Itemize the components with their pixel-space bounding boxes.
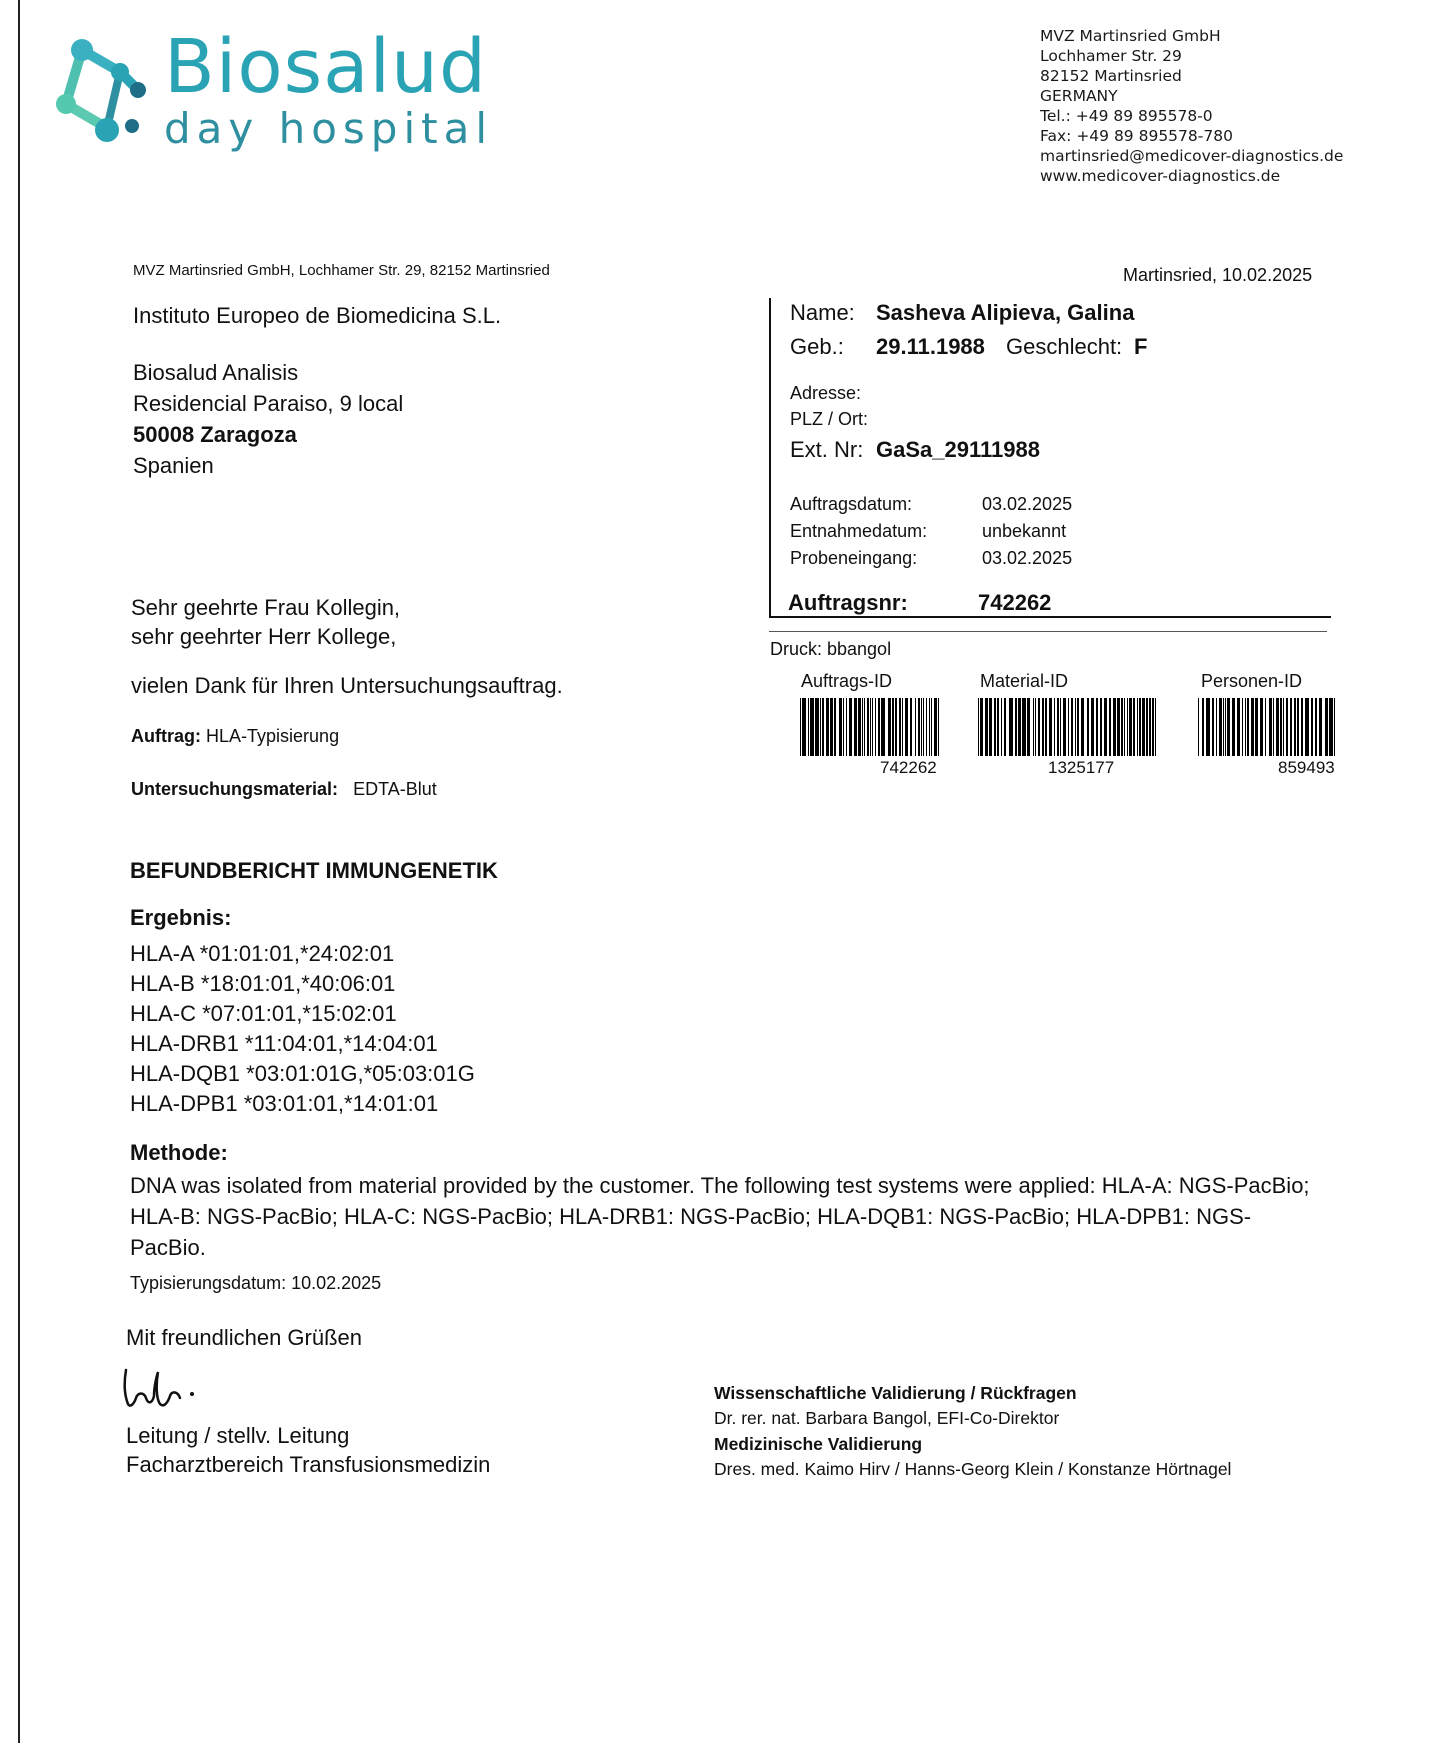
barcode-bar bbox=[921, 698, 922, 756]
biosalud-logo-icon bbox=[52, 30, 162, 150]
recipient-address bbox=[133, 300, 501, 481]
barcode-bar bbox=[1045, 698, 1047, 756]
barcode-bar bbox=[822, 698, 824, 756]
barcode-bar bbox=[1219, 698, 1222, 756]
order-date-label: Auftragsdatum: bbox=[790, 494, 913, 514]
thanks-line: vielen Dank für Ihren Untersuchungsauftrag. bbox=[131, 673, 563, 698]
barcode-bar bbox=[1255, 698, 1258, 756]
barcode-bar bbox=[1319, 698, 1322, 756]
medical-validators: Dres. med. Kaimo Hirv / Hanns-Georg Klein / Konstanze Hörtnagel bbox=[714, 1459, 1232, 1479]
barcode-number: 859493 bbox=[1278, 758, 1335, 777]
order-value: HLA-Typisierung bbox=[206, 726, 340, 746]
barcode-bar bbox=[938, 698, 939, 756]
barcode-bar bbox=[867, 698, 869, 756]
barcode-bar bbox=[1227, 698, 1230, 756]
barcode-bar bbox=[878, 698, 880, 756]
barcode-bar bbox=[1100, 698, 1102, 756]
recipient-name: Biosalud Analisis bbox=[133, 360, 299, 385]
letter-date: Martinsried, 10.02.2025 bbox=[1123, 265, 1313, 285]
barcode-bar bbox=[1329, 698, 1333, 756]
barcode-bar bbox=[1081, 698, 1084, 756]
logo-subtitle: day hospital bbox=[164, 104, 494, 153]
order-label: Auftrag: bbox=[131, 726, 201, 746]
barcode-bar bbox=[1315, 698, 1317, 756]
barcode-bar bbox=[1075, 698, 1076, 756]
barcode-bar bbox=[1152, 698, 1154, 756]
barcode-bar bbox=[1137, 698, 1138, 756]
order-id-barcode bbox=[800, 698, 942, 756]
barcode-bar bbox=[915, 698, 916, 756]
lab-address bbox=[1040, 26, 1343, 186]
barcode-bar bbox=[1077, 698, 1079, 756]
barcode-bar bbox=[899, 698, 901, 756]
lab-address-line: 82152 Martinsried bbox=[1040, 67, 1182, 85]
barcode-bar bbox=[997, 698, 999, 756]
order-number-label: Auftragsnr: bbox=[788, 590, 908, 615]
barcode-number: 1325177 bbox=[1048, 758, 1115, 777]
barcode-bar bbox=[892, 698, 894, 756]
barcode-bar bbox=[870, 698, 871, 756]
barcode-bar bbox=[1117, 698, 1120, 756]
sample-date-label: Entnahmedatum: bbox=[790, 521, 928, 541]
barcode-bar bbox=[978, 698, 979, 756]
barcode-bar bbox=[1087, 698, 1089, 756]
signer-department: Facharztbereich Transfusionsmedizin bbox=[126, 1452, 491, 1477]
barcode-bar bbox=[881, 698, 885, 756]
barcode-bar bbox=[1038, 698, 1040, 756]
barcode-bar bbox=[1022, 698, 1026, 756]
barcode-bar bbox=[902, 698, 903, 756]
barcode-bar bbox=[1071, 698, 1073, 756]
patient-dob-label: Geb.: bbox=[790, 334, 844, 359]
hla-result: HLA-DQB1 *03:01:01G,*05:03:01G bbox=[130, 1061, 475, 1086]
barcode-bar bbox=[989, 698, 992, 756]
barcode-bar bbox=[849, 698, 852, 756]
barcode-bar bbox=[846, 698, 847, 756]
patient-address-label: Adresse: bbox=[790, 383, 862, 403]
material-label: Untersuchungsmaterial: bbox=[131, 779, 339, 799]
barcode-bar bbox=[1027, 698, 1030, 756]
barcode-bar bbox=[1294, 698, 1296, 756]
barcode-bar bbox=[1202, 698, 1204, 756]
barcode-bar bbox=[1305, 698, 1309, 756]
barcode-bar bbox=[1146, 698, 1148, 756]
report-title: BEFUNDBERICHT IMMUNGENETIK bbox=[130, 858, 498, 883]
lab-phone: Tel.: +49 89 895578-0 bbox=[1040, 107, 1213, 125]
material-value: EDTA-Blut bbox=[353, 779, 437, 799]
barcode-bar bbox=[1049, 698, 1052, 756]
barcode-bar bbox=[800, 698, 801, 756]
barcode-bar bbox=[862, 698, 863, 756]
barcode-bar bbox=[1280, 698, 1282, 756]
patient-name-label: Name: bbox=[790, 300, 855, 325]
sample-date: unbekannt bbox=[982, 521, 1067, 541]
order-number: 742262 bbox=[978, 590, 1052, 615]
person-id-barcode bbox=[1198, 698, 1338, 756]
barcode-bar bbox=[1035, 698, 1036, 756]
barcode-bar bbox=[1232, 698, 1235, 756]
barcode-bar bbox=[1273, 698, 1274, 756]
barcode-bar bbox=[1311, 698, 1313, 756]
order-date: 03.02.2025 bbox=[982, 494, 1073, 514]
lab-address-line: Lochhamer Str. 29 bbox=[1040, 47, 1182, 65]
medical-validation-label: Medizinische Validierung bbox=[714, 1434, 923, 1454]
barcode-bar bbox=[820, 698, 821, 756]
barcode-bar bbox=[1091, 698, 1094, 756]
barcode-bar bbox=[815, 698, 819, 756]
barcode-label: Material-ID bbox=[980, 671, 1069, 691]
barcode-bar bbox=[980, 698, 983, 756]
barcode-bar bbox=[1113, 698, 1116, 756]
lab-website: www.medicover-diagnostics.de bbox=[1040, 167, 1281, 185]
barcode-bar bbox=[1334, 698, 1335, 756]
barcode-bar bbox=[888, 698, 891, 756]
barcode-bar bbox=[1223, 698, 1224, 756]
print-by: Druck: bbangol bbox=[770, 639, 892, 659]
barcode-bar bbox=[826, 698, 829, 756]
recipient-country: Spanien bbox=[133, 453, 214, 478]
barcode-bar bbox=[1018, 698, 1021, 756]
barcode-bar bbox=[1206, 698, 1210, 756]
barcode-bar bbox=[1301, 698, 1303, 756]
barcode-bar bbox=[1104, 698, 1107, 756]
greeting-line: sehr geehrter Herr Kollege, bbox=[131, 624, 397, 649]
barcode-bar bbox=[1127, 698, 1128, 756]
patient-dob: 29.11.1988 bbox=[876, 334, 985, 359]
barcode-bar bbox=[1155, 698, 1156, 756]
barcode-bar bbox=[1149, 698, 1151, 756]
barcode-bar bbox=[895, 698, 897, 756]
barcode-bar bbox=[875, 698, 876, 756]
barcode-bar bbox=[1121, 698, 1123, 756]
closing-regards: Mit freundlichen Grüßen bbox=[126, 1325, 362, 1350]
receipt-date: 03.02.2025 bbox=[982, 548, 1073, 568]
scientific-validation-label: Wissenschaftliche Validierung / Rückfragen bbox=[714, 1383, 1077, 1403]
lab-address-line: MVZ Martinsried GmbH bbox=[1040, 27, 1221, 45]
hla-result: HLA-DPB1 *03:01:01,*14:01:01 bbox=[130, 1091, 439, 1116]
barcode-bar bbox=[834, 698, 836, 756]
receipt-date-label: Probeneingang: bbox=[790, 548, 918, 568]
barcode-bar bbox=[1237, 698, 1240, 756]
barcode-bar bbox=[934, 698, 937, 756]
barcode-bar bbox=[1290, 698, 1292, 756]
barcode-bar bbox=[1251, 698, 1254, 756]
patient-ext-label: Ext. Nr: bbox=[790, 437, 864, 462]
barcode-label: Auftrags-ID bbox=[801, 671, 893, 691]
barcode-bar bbox=[1265, 698, 1266, 756]
barcode-bar bbox=[802, 698, 806, 756]
barcode-bar bbox=[905, 698, 908, 756]
recipient-street: Residencial Paraiso, 9 local bbox=[133, 391, 404, 416]
barcode-number: 742262 bbox=[880, 758, 937, 777]
method-label: Methode: bbox=[130, 1140, 228, 1165]
barcode-bar bbox=[918, 698, 920, 756]
barcode-bar bbox=[1068, 698, 1069, 756]
signature-image bbox=[120, 1358, 210, 1414]
barcode-bar bbox=[1063, 698, 1066, 756]
barcode-bar bbox=[1129, 698, 1132, 756]
lab-email: martinsried@medicover-diagnostics.de bbox=[1040, 147, 1344, 165]
barcode-bar bbox=[910, 698, 912, 756]
barcode-bar bbox=[858, 698, 861, 756]
barcode-bar bbox=[1015, 698, 1017, 756]
barcode-bar bbox=[985, 698, 988, 756]
typing-date: Typisierungsdatum: 10.02.2025 bbox=[130, 1273, 382, 1293]
barcode-bar bbox=[1297, 698, 1299, 756]
barcode-bar bbox=[864, 698, 865, 756]
barcode-bar bbox=[843, 698, 844, 756]
barcode-bar bbox=[929, 698, 930, 756]
patient-sex-label: Geschlecht: bbox=[1006, 334, 1123, 359]
hla-result: HLA-C *07:01:01,*15:02:01 bbox=[130, 1001, 397, 1026]
barcode-bar bbox=[1212, 698, 1214, 756]
barcode-bar bbox=[808, 698, 809, 756]
barcode-bar bbox=[1004, 698, 1006, 756]
barcode-bar bbox=[872, 698, 873, 756]
hla-result: HLA-B *18:01:01,*40:06:01 bbox=[130, 971, 396, 996]
barcode-bar bbox=[1042, 698, 1044, 756]
logo-title: Biosalud bbox=[164, 24, 487, 110]
lab-address-line: GERMANY bbox=[1040, 87, 1118, 105]
barcode-bar bbox=[1276, 698, 1279, 756]
result-label: Ergebnis: bbox=[130, 905, 232, 930]
barcode-bar bbox=[1054, 698, 1055, 756]
barcode-bar bbox=[1242, 698, 1243, 756]
barcode-bar bbox=[1198, 698, 1199, 756]
barcode-bar bbox=[1139, 698, 1141, 756]
barcode-bar bbox=[1009, 698, 1013, 756]
recipient-city: 50008 Zaragoza bbox=[133, 422, 297, 447]
signer-role: Leitung / stellv. Leitung bbox=[126, 1423, 350, 1448]
barcode-bar bbox=[830, 698, 833, 756]
barcode-bar bbox=[1124, 698, 1125, 756]
method-text: DNA was isolated from material provided by the customer. The following test systems were applied: HLA-A: NGS-PacBio; HLA-B: NGS-PacBio; HLA-C: NGS-PacBio; HLA-DRB1: NGS-PacBio; HLA-DQB1: NGS-PacBio; HLA-DPB1: NGS-PacBio. bbox=[130, 1173, 1310, 1260]
barcode-bar bbox=[1286, 698, 1288, 756]
barcode-bar bbox=[1142, 698, 1145, 756]
barcode-bar bbox=[931, 698, 932, 756]
material-id-barcode bbox=[978, 698, 1158, 756]
hla-result: HLA-A *01:01:01,*24:02:01 bbox=[130, 941, 395, 966]
barcode-bar bbox=[810, 698, 814, 756]
barcode-bar bbox=[1109, 698, 1111, 756]
barcode-bar bbox=[1325, 698, 1328, 756]
lab-fax: Fax: +49 89 895578-780 bbox=[1040, 127, 1233, 145]
greeting-line: Sehr geehrte Frau Kollegin, bbox=[131, 595, 401, 620]
barcode-bar bbox=[1096, 698, 1098, 756]
barcode-bar bbox=[926, 698, 927, 756]
barcode-bar bbox=[1260, 698, 1263, 756]
patient-name: Sasheva Alipieva, Galina bbox=[876, 300, 1135, 325]
barcode-bar bbox=[1057, 698, 1059, 756]
barcode-bar bbox=[1033, 698, 1034, 756]
sender-line: MVZ Martinsried GmbH, Lochhamer Str. 29, 82152 Martinsried bbox=[133, 262, 550, 279]
scientific-validator: Dr. rer. nat. Barbara Bangol, EFI-Co-Direktor bbox=[714, 1408, 1060, 1428]
barcode-bar bbox=[839, 698, 842, 756]
barcode-bar bbox=[1133, 698, 1135, 756]
patient-plz-label: PLZ / Ort: bbox=[790, 409, 869, 429]
barcode-bar bbox=[1247, 698, 1249, 756]
barcode-label: Personen-ID bbox=[1201, 671, 1303, 691]
barcode-bar bbox=[1216, 698, 1217, 756]
barcode-bar bbox=[1269, 698, 1272, 756]
hla-result: HLA-DRB1 *11:04:01,*14:04:01 bbox=[130, 1031, 438, 1056]
divider bbox=[769, 631, 1327, 632]
barcode-bar bbox=[994, 698, 996, 756]
patient-ext-number: GaSa_29111988 bbox=[876, 437, 1040, 462]
barcode-bar bbox=[854, 698, 857, 756]
barcode-bar bbox=[1060, 698, 1061, 756]
barcode-bar bbox=[1245, 698, 1246, 756]
patient-sex: F bbox=[1134, 334, 1148, 359]
barcode-bar bbox=[1283, 698, 1284, 756]
barcode-bar bbox=[923, 698, 924, 756]
recipient-institution: Instituto Europeo de Biomedicina S.L. bbox=[133, 303, 502, 328]
barcode-bar bbox=[1225, 698, 1226, 756]
barcode-bar bbox=[1001, 698, 1002, 756]
